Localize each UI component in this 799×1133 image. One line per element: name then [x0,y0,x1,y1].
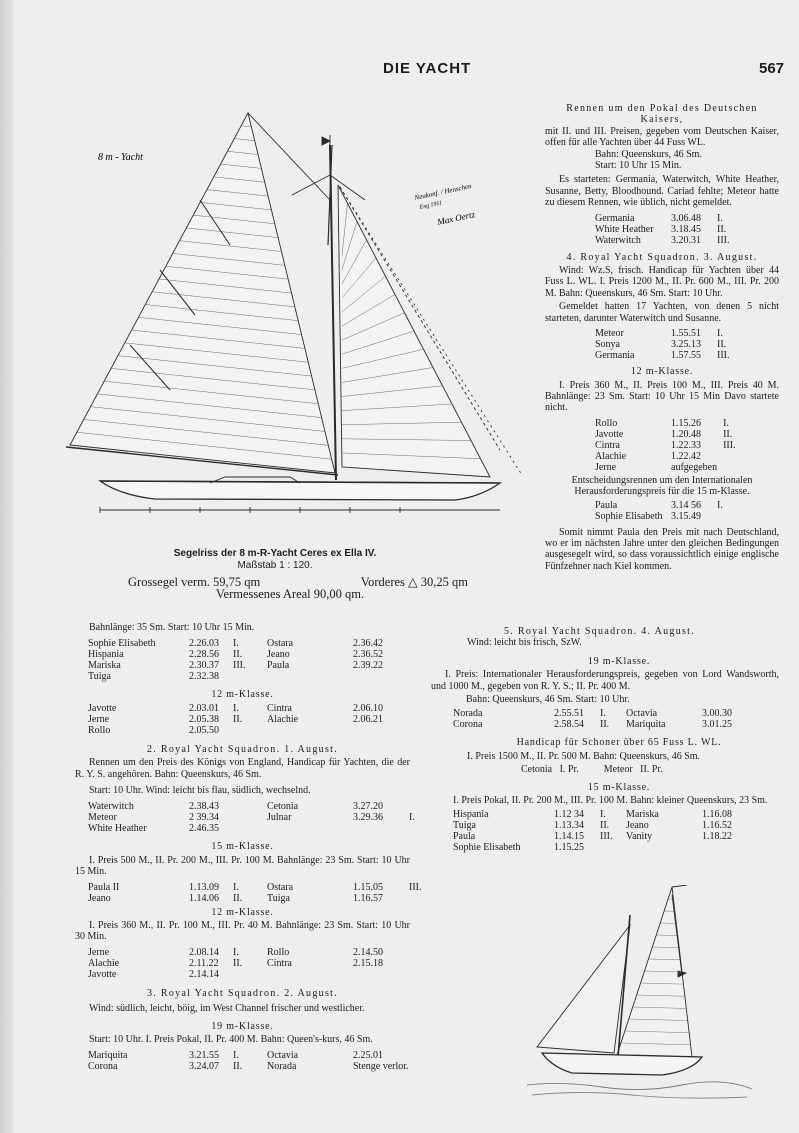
result-cell: 1.18.22 [702,831,732,843]
result-cell: Tuiga [453,820,476,832]
right-column-upper [545,103,779,572]
section-3-title: 3. Royal Yacht Squadron. 2. August. [146,987,339,999]
result-row [595,213,743,224]
result-row [88,947,409,958]
result-cell: Jeano [626,820,649,832]
result-row [88,823,425,834]
result-cell: Jeano [88,892,111,904]
entscheid-title-1: Entscheidungsrennen um den Internationalen [571,474,753,486]
result-cell [233,823,267,834]
result-cell: III. [723,439,736,451]
figure-caption: Segelriss der 8 m-R-Yacht Ceres ex Ella IV. [173,548,377,559]
result-cell: Stenge verlor. [353,1060,409,1072]
result-row [595,418,749,429]
result-row [88,882,428,893]
result-cell: Corona [453,719,483,731]
section-5-title: 5. Royal Yacht Squadron. 4. August. [504,626,696,637]
result-cell: Paula [267,660,290,672]
result-cell: I. [233,1049,239,1061]
result-cell: Cintra [267,957,292,969]
result-cell: I. [600,809,606,821]
result-cell [267,823,353,834]
result-cell [267,969,353,980]
result-row [453,820,748,831]
entscheid-title-2: Herausforderungspreis für die 15 m-Klasse. [574,486,750,498]
class-15a-text: I. Preis 500 M., II. Pr. 200 M., III. Pr. 100 M. Bahnlänge: 23 Sm. Start: 10 Uhr 15 Min. [75,854,410,878]
result-cell: Jeano [267,649,290,661]
result-row [88,638,425,649]
result-cell: II. [600,719,610,731]
class-12b-text: I. Preis 360 M., II. Pr. 100 M., III. Pr. 40 M. Bahnlänge: 23 Sm. Start: 10 Uhr 30 Min. [75,920,410,943]
result-row [595,328,743,339]
result-row [88,714,409,725]
class-heading-12a: 12 m-Klasse. [211,689,274,701]
result-cell: Javotte [88,702,117,714]
result-cell: Corona [88,1060,118,1072]
results-table-12b [88,947,409,980]
result-cell: 3.25.13 [671,339,701,351]
result-cell: 3.27.20 [353,801,383,813]
result-cell: Paula [453,831,476,843]
result-cell: Hispania [453,809,489,821]
result-cell: II. [233,649,243,661]
figure-scale: Maßstab 1 : 120. [237,560,313,571]
result-cell [409,893,428,904]
results-table-19a [88,1050,415,1072]
result-cell: Sophie Elisabeth [88,638,156,650]
page-number: 567 [759,60,785,77]
result-cell: Waterwitch [88,801,134,813]
result-cell [233,812,267,823]
section-2-start: Start: 10 Uhr. Wind: leicht bis flau, südlich, wechselnd. [89,785,311,797]
result-cell: White Heather [88,823,147,835]
result-cell: Rollo [88,724,111,736]
result-row [88,671,425,682]
result-cell: I. [717,499,723,511]
result-cell: I. [717,328,723,340]
somit-paragraph: Somit nimmt Paula den Preis mit nach Deutschland, wo er im nächsten Jahre unter den gleichen Bedingungen ausgesegelt wird, so dass voraussichtlich einige englische Fünfzehner nach Kiel kommen. [545,526,779,572]
result-cell: Mariska [88,660,121,672]
result-cell: Mariquita [88,1049,128,1061]
hull [100,481,500,500]
results-table-entscheid [595,500,743,522]
result-row [88,801,425,812]
result-cell: 3.01.25 [702,719,732,731]
result-cell: Tuiga [88,671,111,683]
vorderes-area: Vorderes △ 30,25 qm [360,575,468,589]
result-cell: 2.06.21 [353,713,383,725]
result-cell: Germania [595,212,635,224]
result-cell: Norada [267,1060,297,1072]
result-cell: I. [723,417,729,429]
areal-total: Vermessenes Areal 90,00 qm. [215,587,365,601]
result-cell [600,842,626,853]
drawing-label: 8 m - Yacht [98,152,143,163]
page-gutter [0,0,14,1133]
result-cell: II. [233,892,243,904]
result-cell: 1.55.51 [671,328,701,340]
result-cell: III. [233,660,246,672]
result-cell: Octavia [267,1049,299,1061]
result-row [88,703,409,714]
result-cell: 1.15.05 [353,881,383,893]
result-cell: Jerne [595,461,617,473]
results-table-4 [595,328,743,361]
result-cell: 2 39.34 [189,812,219,824]
class-19b-bahn: Bahn: Queenskurs, 46 Sm. Start: 10 Uhr. [466,694,630,706]
results-table-15a [88,882,428,904]
yacht-illustration [522,885,757,1105]
result-cell [233,725,267,736]
result-cell: I. [600,708,606,720]
result-cell [233,671,267,682]
result-cell: 3.06.48 [671,212,701,224]
result-row [595,429,749,440]
kaiser-title-2: Kaisers, [640,114,684,126]
result-cell: Rollo [595,417,618,429]
result-cell: 2.26.03 [189,638,219,650]
kaiser-starters: Es starteten: Germania, Waterwitch, White Heather, Susanne, Betty, Bloodhound. Cariad fehlte; Meteor hatte zu diesem Rennen, wie üblich, nicht gemeldet. [545,174,779,209]
result-cell: Paula II [88,881,120,893]
result-row [88,1050,415,1061]
section-5-wind: Wind: leicht bis frisch, SzW. [467,637,582,649]
result-cell: Julnar [267,812,292,824]
result-cell: II. [600,820,610,832]
result-cell: 1.16.08 [702,809,732,821]
results-table-12a [88,703,409,736]
section-4-text: Wind: Wz.S, frisch. Handicap für Yachten über 44 Fuss L. WL. I. Preis 1200 M., II. Pr. 600 M., III. Pr. 200 M. Bahn: Queenskurs, 46 Sm. Start: 10 Uhr. [545,265,779,299]
result-cell: Mariska [626,809,659,821]
result-cell [717,511,743,522]
result-cell: 1.15.25 [554,842,584,854]
result-cell: 2.03.01 [189,702,219,714]
class-heading-12b: 12 m-Klasse. [211,906,274,918]
result-cell [233,969,267,980]
result-row [88,649,425,660]
results-table-2 [88,801,425,834]
kaiser-start: Start: 10 Uhr 15 Min. [595,160,682,172]
result-row [595,235,743,246]
result-cell: 3.21.55 [189,1049,219,1061]
result-row [453,831,748,842]
result-cell: II. [717,223,727,235]
result-cell: Vanity [626,831,653,843]
result-cell: Ostara [267,881,294,893]
result-cell: 1.13.09 [189,881,219,893]
result-cell: 2.46.35 [189,823,219,835]
result-cell: Sonya [595,339,620,351]
result-cell: 1.16.52 [702,820,732,832]
result-cell: Hispania [88,649,124,661]
result-cell: Rollo [267,946,290,958]
result-cell: Meteor [88,812,117,824]
result-cell: 2.58.54 [554,719,584,731]
result-row [595,350,743,361]
drawing-signature-1: Neukonf. / Henschen [413,182,473,202]
result-cell: I. [233,946,239,958]
result-cell: 1.14.15 [554,831,584,843]
result-cell: 2.15.18 [353,957,383,969]
result-cell [353,671,409,682]
result-cell [353,823,409,834]
result-cell: 3.20.31 [671,234,701,246]
result-cell: II. [723,428,733,440]
result-cell: Jerne [88,713,110,725]
result-row [595,500,743,511]
result-cell: 2.36.42 [353,638,383,650]
class-heading-15b: 15 m-Klasse. [587,781,651,793]
result-cell: Alachie [595,450,627,462]
result-cell: White Heather [595,223,654,235]
right-column-lower [419,626,779,853]
result-cell [353,969,409,980]
result-cell: 1.14.06 [189,892,219,904]
results-table-kaiser [595,213,743,246]
result-cell: 1.12 34 [554,809,584,821]
result-cell: 1.16.57 [353,892,383,904]
result-row [595,440,749,451]
result-cell: 2.28.56 [189,649,219,661]
result-cell: 1.22.33 [671,439,701,451]
result-cell: III. [600,831,613,843]
result-cell [723,462,749,473]
class-12c-text: I. Preis 360 M., II. Preis 100 M., III. Preis 40 M. Bahnlänge: 23 Sm. Start: 10 Uhr 15 Min Davo startete nicht. [545,379,779,414]
result-cell [267,725,353,736]
result-cell: 2.05.38 [189,713,219,725]
result-cell: Cintra [595,439,620,451]
class-heading-15a: 15 m-Klasse. [211,841,274,853]
result-cell: I. [233,881,239,893]
result-row [88,958,409,969]
class-19a-text: Start: 10 Uhr. I. Preis Pokal, II. Pr. 400 M. Bahn: Queen's-kurs, 46 Sm. [89,1034,373,1046]
result-cell: 2.25.01 [353,1049,383,1061]
result-cell: 2.11.22 [189,957,219,969]
result-cell: 1.15.26 [671,417,701,429]
result-cell [626,842,702,853]
result-cell: Norada [453,708,483,720]
result-cell [353,725,409,736]
drawing-signature-2: Eng 1911 [419,200,443,211]
result-cell: III. [717,350,730,362]
result-row [595,462,749,473]
result-cell: Germania [595,350,635,362]
results-table-15b [453,809,748,853]
drawing-signature-3: Max Oertz [436,209,476,227]
result-row [453,842,748,853]
result-row [595,339,743,350]
result-row [88,660,425,671]
kaiser-text: mit II. und III. Preisen, gegeben vom Deutschen Kaiser, offen für alle Yachten über 44 Fuss WL. [545,125,779,149]
result-cell: Javotte [595,428,624,440]
schoner-text: I. Preis 1500 M., II. Pr. 500 M. Bahn: Queenskurs, 46 Sm. [467,750,701,762]
result-row [88,893,428,904]
result-cell: 2.14.50 [353,946,383,958]
section-4-gemeldet: Gemeldet hatten 17 Yachten, von denen 5 nicht starteten, darunter Waterwitch und Susanne. [545,301,779,324]
results-table-19b [453,708,748,730]
result-cell: 1.57.55 [671,350,701,362]
result-cell: Sophie Elisabeth [595,510,663,522]
result-cell: Alachie [267,713,299,725]
bahnlaenge-line: Bahnlänge: 35 Sm. Start: 10 Uhr 15 Min. [89,622,255,633]
result-cell: 3.15.49 [671,510,701,522]
result-cell: 3.00.30 [702,708,732,720]
result-cell: Javotte [88,968,117,980]
result-cell: 3.29.36 [353,812,383,824]
result-cell: Mariquita [626,719,666,731]
result-cell: I. [409,812,415,824]
result-cell: Sophie Elisabeth [453,842,521,854]
result-row [453,719,748,730]
result-cell: II. [233,1060,243,1072]
result-cell: 2.32.38 [189,671,219,683]
result-cell: 2.08.14 [189,946,219,958]
class-heading-19a: 19 m-Klasse. [211,1020,274,1032]
results-table-12c [595,418,749,473]
result-cell: aufgegeben [671,461,718,473]
result-cell: 1.20.48 [671,428,701,440]
result-cell: 2.06.10 [353,702,383,714]
result-row [595,511,743,522]
result-cell: 2.36.52 [353,649,383,661]
class-heading-19b: 19 m-Klasse. [587,655,651,667]
class-15b-text: I. Preis Pokal, II. Pr. 200 M., III. Pr. 100 M. Bahn: kleiner Queenskurs, 23 Sm. [453,795,768,807]
mast [330,145,336,480]
result-row [453,809,748,820]
result-cell: Meteor [595,328,624,340]
class-19b-text: I. Preis: Internationaler Herausforderungspreis, gegeben von Lord Wandsworth, und 1000 M., gegeben von R. Y. S.; II. Pr. 400 M. [431,669,779,692]
result-cell [702,842,748,853]
result-cell: I. [717,212,723,224]
result-cell: Paula [595,499,618,511]
result-cell: III. [409,881,422,893]
result-cell: 1.13.34 [554,820,584,832]
result-cell: 2.14.14 [189,968,219,980]
section-4-title: 4. Royal Yacht Squadron. 3. August. [566,251,758,263]
result-row [88,812,425,823]
result-cell: III. [717,234,730,246]
result-cell: II. [717,339,727,351]
result-row [88,969,409,980]
result-cell: Cintra [267,702,292,714]
left-column [75,622,422,1072]
result-row [88,1061,415,1072]
kaiser-title-1: Rennen um den Pokal des Deutschen [566,103,758,114]
result-cell: Octavia [626,708,658,720]
sail-plan-drawing [60,105,530,545]
result-row [453,708,748,719]
result-cell: 2.05.50 [189,724,219,736]
result-cell: 1.22.42 [671,450,701,462]
result-cell [233,801,267,812]
schoner-title: Handicap für Schoner über 65 Fuss L. WL. [516,737,722,749]
result-cell: Jerne [88,946,110,958]
section-3-wind: Wind: südlich, leicht, böig, im West Channel frischer und westlicher. [89,1003,365,1015]
result-cell: II. [233,713,243,725]
result-cell: 3.14 56 [671,499,701,511]
result-cell: 2.30.37 [189,660,219,672]
mainsail [70,113,335,473]
result-cell: II. [233,957,243,969]
result-cell: 2.38.43 [189,801,219,813]
result-cell: I. [233,702,239,714]
result-cell: I. [233,638,239,650]
result-row [88,725,409,736]
result-cell: 2.39.22 [353,660,383,672]
result-row [595,224,743,235]
section-2-title: 2. Royal Yacht Squadron. 1. August. [146,743,339,755]
results-table-1 [88,638,425,682]
kaiser-bahn: Bahn: Queenskurs, 46 Sm. [595,148,702,160]
class-heading-12c: 12 m-Klasse. [630,366,694,378]
result-cell: Waterwitch [595,234,641,246]
grosssegel-area: Grossegel verm. 59,75 qm [128,575,261,589]
result-cell: Alachie [88,957,120,969]
schoner-result: Cetonia I. Pr. Meteor II. Pr. [521,764,663,776]
result-cell: Ostara [267,638,294,650]
running-header: DIE YACHT [383,60,472,77]
result-cell: 3.18.45 [671,223,701,235]
result-cell: Cetonia [267,801,299,813]
result-cell [267,671,353,682]
result-cell: Tuiga [267,892,290,904]
result-cell [723,451,749,462]
result-cell: 2.55.51 [554,708,584,720]
section-2-text: Rennen um den Preis des Königs von England, Handicap für Yachten, die der R. Y. S. angehören. Bahn: Queenskurs, 46 Sm. [75,757,410,780]
result-cell: 3.24.07 [189,1060,219,1072]
result-row [595,451,749,462]
